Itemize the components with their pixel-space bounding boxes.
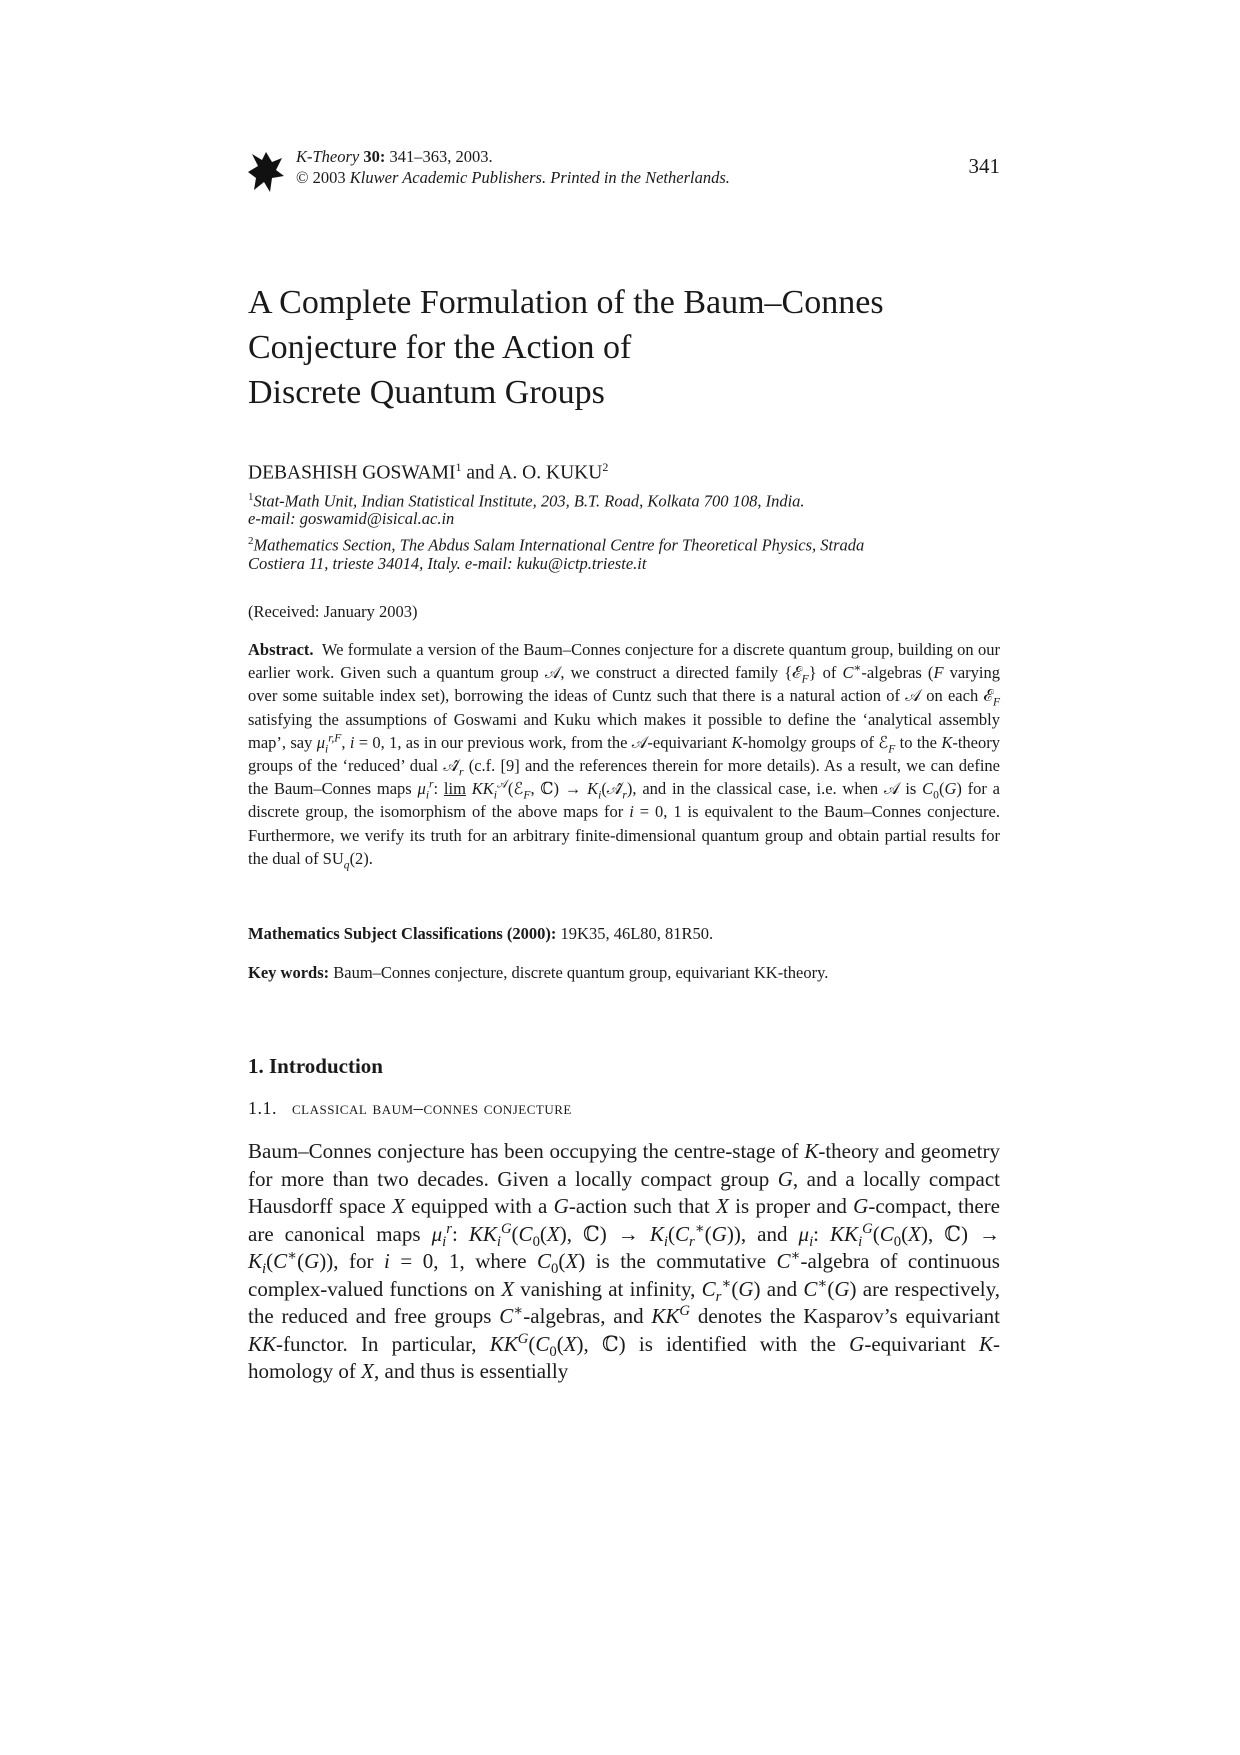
author-list [248,460,1008,485]
title-line-3: Discrete Quantum Groups [248,374,605,411]
keywords-value: Baum–Connes conjecture, discrete quantum group, equivariant KK-theory. [333,963,829,982]
journal-header [248,146,1000,192]
copyright-year: 2003 [312,168,346,187]
affiliation-1-text: Stat-Math Unit, Indian Statistical Institute, 203, B.T. Road, Kolkata 700 108, India. [253,491,805,511]
subsection-number: 1.1. [248,1098,277,1118]
subject-classifications [248,924,1000,944]
received-date: (Received: January 2003) [248,602,418,621]
key-words [248,963,1000,983]
title-line-2: Conjecture for the Action of [248,329,632,366]
author-and: and [466,462,495,484]
affiliation-2-mark: 2 [248,535,254,547]
printed-note: Printed in the Netherlands. [550,168,730,187]
section-heading: 1. Introduction [248,1054,383,1078]
journal-name: K-Theory [296,147,360,166]
affiliation-1-mark: 1 [248,491,254,503]
affiliation-2-line-2: Costiera 11, trieste 34014, Italy. e-mail: kuku@ictp.trieste.it [248,554,647,573]
subsection-title: classical baum–connes conjecture [292,1098,572,1119]
publisher-logo-icon [248,150,284,194]
publisher-name: Kluwer Academic Publishers. [349,168,547,187]
copyright-symbol: © [296,168,309,187]
affiliation-2-line-1: Mathematics Section, The Abdus Salam International Centre for Theoretical Physics, Strada [253,535,865,555]
journal-pages: 341–363, 2003. [389,147,493,166]
msc-value: 19K35, 46L80, 81R50. [560,924,714,943]
author-2-mark: 2 [602,460,609,474]
email-1: e-mail: goswamid@isical.ac.in [248,509,455,528]
page-number: 341 [968,154,1000,178]
title-line-1: A Complete Formulation of the Baum–Connes [248,284,884,321]
subsection-heading [248,1098,572,1120]
author-1-mark: 1 [455,460,462,474]
body-paragraph: Baum–Connes conjecture has been occupying the centre-stage of K-theory and geometry for more than two decades. Given a locally compact group G, and a locally compact Hausdorff space X equipped with a G-action such that X is proper and G-compact, there are canonical maps $\mu_i^r$: $KK_i^G(C_0(X)$, ℂ) → $K_i(C_r^∗(G))$, and $\mu_i$: $KK_i^G(C_0(X)$, ℂ) → $K_i(C^∗(G))$, for i = 0, 1, where $C_0(X)$ is the commutative C∗-algebra of continuous complex-valued functions on X vanishing at infinity, $C_r^∗(G)$ and C∗(G) are respectively, the reduced and free groups C∗-algebras, and $KK^G$ denotes the Kasparov’s equivariant KK-functor. In particular, $KK^G(C_0(X)$, ℂ) is identified with the G-equivariant K-homology of X, and thus is essentially [248,1139,1001,1383]
keywords-label: Key words: [248,963,330,982]
journal-volume: 30: [363,147,386,166]
abstract: Abstract. We formulate a version of the Baum–Connes conjecture for a discrete quantum group, building on our earlier work. Given such a quantum group 𝒜, we construct a directed family {ℰ$_F$} of C∗-algebras (F varying over some suitable index set), borrowing the ideas of Cuntz such that there is a natural action of 𝒜 on each ℰ$_F$ satisfying the assumptions of Goswami and Kuku which makes it possible to define the ‘analytical assembly map’, say $\mu_i^{r,F}$, i = 0, 1, as in our previous work, from the 𝒜-equivariant K-homolgy groups of ℰ$_F$ to the K-theory groups of the ‘reduced’ dual $𝒜̂_r$ (c.f. [9] and the references therein for more details). As a result, we can define the Baum–Connes maps $\mu_i^r$: $\lim KK_i^𝒜(ℰ_F$, ℂ) → $K_i(𝒜̂_r)$, and in the classical case, i.e. when 𝒜 is $C_0(G)$ for a discrete group, the isomorphism of the above maps for i = 0, 1 is equivalent to the Baum–Connes conjecture. Furthermore, we verify its truth for an arbitrary finite-dimensional quantum group and obtain partial results for the dual of $SU_q(2)$. [248,640,1001,872]
paper-title [248,280,1008,415]
author-1: DEBASHISH GOSWAMI [248,462,456,484]
author-2: A. O. KUKU [498,462,603,484]
msc-label: Mathematics Subject Classifications (2000): [248,924,557,943]
abstract-label: Abstract. [248,640,314,659]
journal-citation [296,146,730,188]
